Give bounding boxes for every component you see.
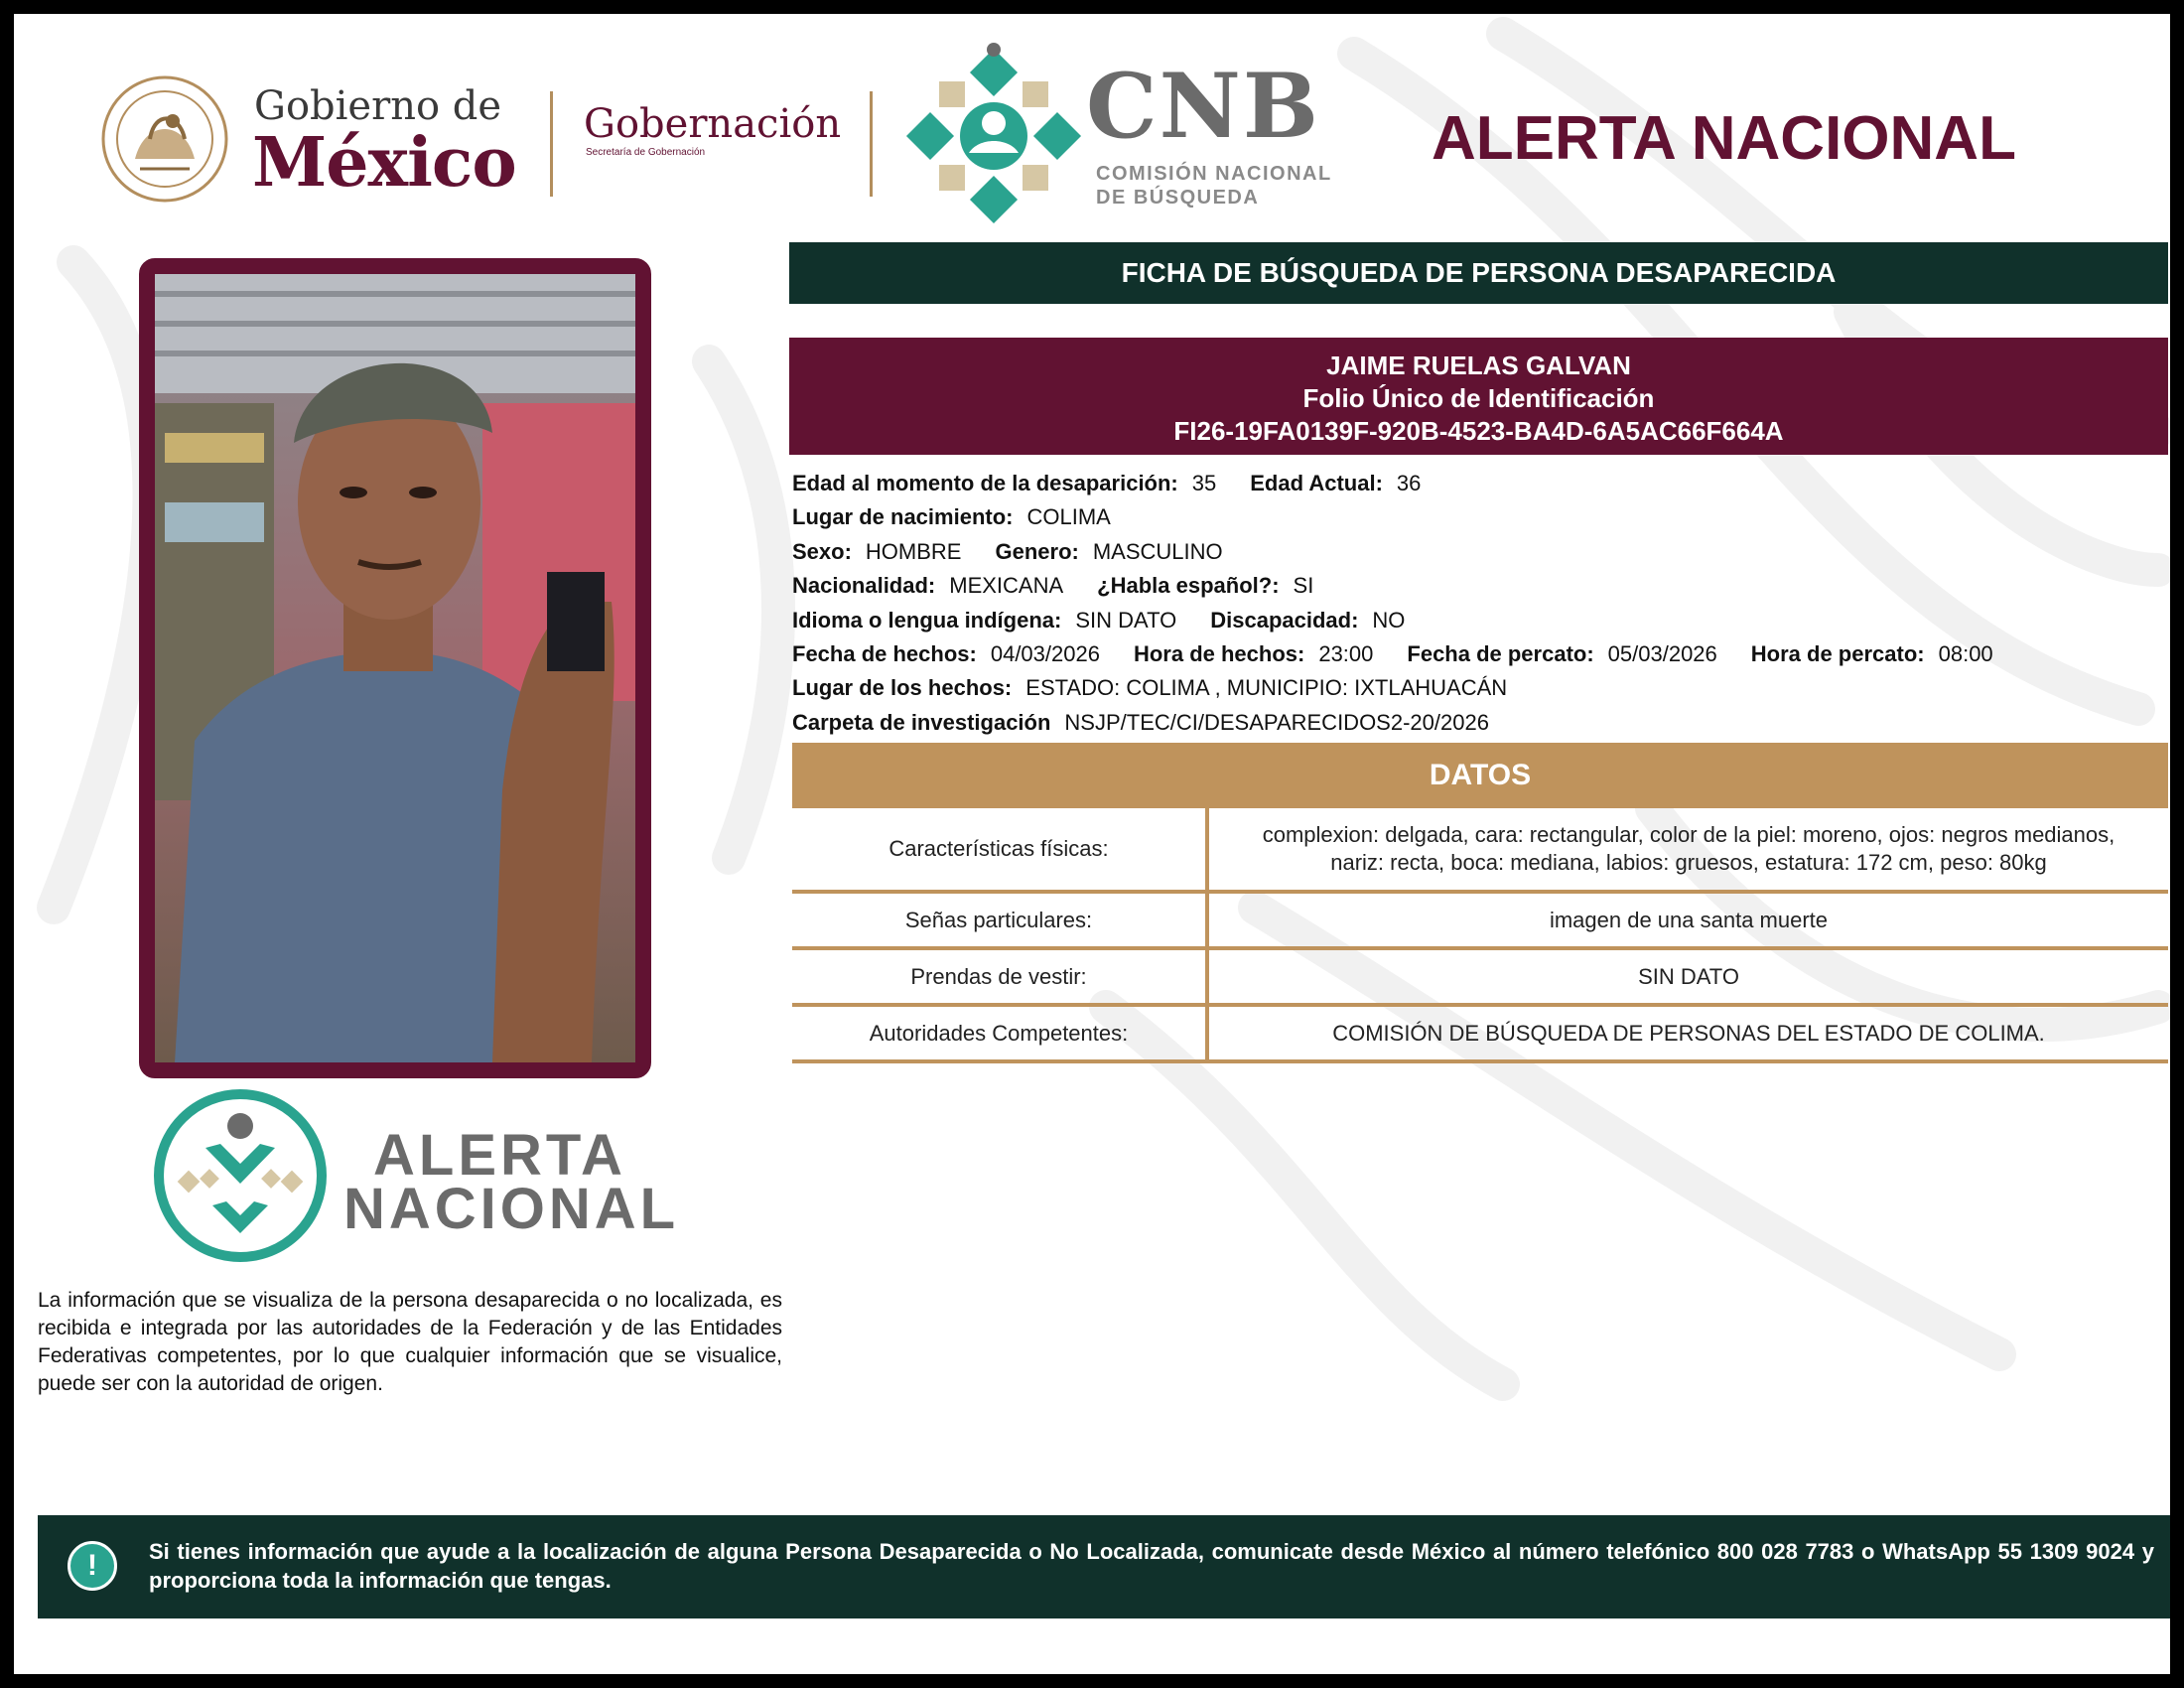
fecha-percato-label: Fecha de percato: — [1407, 640, 1594, 666]
person-header — [789, 338, 2168, 455]
detail-row-edad — [792, 467, 2168, 500]
datos-value-line: nariz: recta, boca: mediana, labios: gruesos, estatura: 172 cm, peso: 80kg — [1330, 850, 2047, 875]
detail-row-nacionalidad — [792, 569, 2168, 603]
table-row — [792, 1005, 2168, 1061]
discapacidad-label: Discapacidad: — [1210, 607, 1359, 633]
alerta-nacional-logo-icon — [151, 1086, 330, 1265]
datos-table — [792, 808, 2168, 1063]
datos-value: COMISIÓN DE BÚSQUEDA DE PERSONAS DEL ESTADO DE COLIMA. — [1207, 1005, 2168, 1061]
espanol-label: ¿Habla español?: — [1097, 573, 1280, 599]
datos-value: SIN DATO — [1207, 948, 2168, 1005]
table-row — [792, 808, 2168, 892]
table-row — [792, 892, 2168, 948]
page-title: ALERTA NACIONAL — [1432, 104, 2016, 173]
datos-value: imagen de una santa muerte — [1207, 892, 2168, 948]
folio-label: Folio Único de Identificación — [1302, 383, 1655, 413]
header-divider — [870, 91, 873, 197]
contact-text: Si tienes información que ayude a la localización de alguna Persona Desaparecida o No Localizada, comunicate desde México al número telefónico 800 028 7783 o WhatsApp 55 1309 9024 y proporciona toda la información que tengas. — [149, 1539, 2154, 1593]
idioma-value: SIN DATO — [1075, 607, 1177, 633]
nacimiento-value: COLIMA — [1026, 504, 1111, 530]
lugar-hechos-label: Lugar de los hechos: — [792, 675, 1013, 701]
datos-label: Prendas de vestir: — [792, 948, 1207, 1005]
alerta-logo-line2: NACIONAL — [343, 1177, 680, 1241]
datos-value — [1207, 808, 2168, 892]
nacionalidad-value: MEXICANA — [949, 573, 1064, 599]
carpeta-label: Carpeta de investigación — [792, 709, 1051, 735]
fecha-hechos-label: Fecha de hechos: — [792, 640, 977, 666]
hora-hechos-value: 23:00 — [1318, 640, 1374, 666]
cnb-subtitle-1: COMISIÓN NACIONAL — [1096, 163, 1332, 185]
discapacidad-value: NO — [1372, 607, 1406, 633]
fecha-percato-value: 05/03/2026 — [1607, 640, 1717, 666]
person-details — [792, 467, 2168, 740]
espanol-value: SI — [1293, 573, 1314, 599]
cnb-logo-icon — [899, 42, 1088, 230]
datos-label: Señas particulares: — [792, 892, 1207, 948]
sexo-label: Sexo: — [792, 538, 852, 564]
fecha-hechos-value: 04/03/2026 — [990, 640, 1100, 666]
genero-value: MASCULINO — [1092, 538, 1223, 564]
edad-actual-label: Edad Actual: — [1250, 471, 1383, 495]
nacimiento-label: Lugar de nacimiento: — [792, 504, 1014, 530]
datos-label: Características físicas: — [792, 808, 1207, 892]
person-name: JAIME RUELAS GALVAN — [1326, 351, 1631, 380]
datos-value-line: complexion: delgada, cara: rectangular, color de la piel: moreno, ojos: negros medianos, — [1262, 822, 2116, 847]
cnb-title: CNB — [1086, 54, 1320, 159]
hora-hechos-label: Hora de hechos: — [1133, 640, 1305, 666]
gobernacion-logo: Gobernación — [584, 101, 842, 147]
exclamation-icon: ! — [68, 1541, 117, 1591]
contact-banner — [38, 1515, 2174, 1618]
datos-title: DATOS — [792, 743, 2168, 808]
detail-row-idioma — [792, 604, 2168, 637]
disclaimer-text: La información que se visualiza de la persona desaparecida o no localizada, es recibida e integrada por las autoridades de la Federación y de las Entidades Federativas competentes, por lo que cualquier información que se visualice, puede ser con la autoridad de origen. — [38, 1289, 782, 1395]
cnb-subtitle-2: DE BÚSQUEDA — [1096, 187, 1260, 209]
edad-desaparicion-value: 35 — [1191, 471, 1217, 495]
lugar-hechos-value: ESTADO: COLIMA , MUNICIPIO: IXTLAHUACÁN — [1025, 675, 1508, 701]
carpeta-value: NSJP/TEC/CI/DESAPARECIDOS2-20/2026 — [1064, 709, 1489, 735]
edad-desaparicion-label: Edad al momento de la desaparición: — [792, 471, 1178, 495]
sexo-value: HOMBRE — [865, 538, 962, 564]
gobernacion-subtitle: Secretaría de Gobernación — [586, 147, 706, 158]
detail-row-sexo — [792, 535, 2168, 569]
idioma-label: Idioma o lengua indígena: — [792, 607, 1062, 633]
table-row — [792, 948, 2168, 1005]
datos-label: Autoridades Competentes: — [792, 1005, 1207, 1061]
folio-value: FI26-19FA0139F-920B-4523-BA4D-6A5AC66F664A — [1173, 416, 1784, 446]
detail-row-lugar — [792, 671, 2168, 705]
alerta-logo-line1: ALERTA — [373, 1123, 626, 1188]
gobierno-logo — [95, 62, 572, 211]
nacionalidad-label: Nacionalidad: — [792, 573, 936, 599]
genero-label: Genero: — [995, 538, 1079, 564]
detail-row-carpeta — [792, 706, 2168, 740]
header-divider — [550, 91, 553, 197]
detail-row-nacimiento — [792, 500, 2168, 534]
person-photo-image — [155, 274, 635, 1062]
ficha-title: FICHA DE BÚSQUEDA DE PERSONA DESAPARECIDA — [789, 242, 2168, 304]
hora-percato-label: Hora de percato: — [1750, 640, 1925, 666]
person-photo — [139, 258, 651, 1078]
gobierno-line2: México — [252, 123, 516, 203]
gobierno-line1: Gobierno de — [254, 83, 502, 129]
national-seal-icon — [95, 70, 234, 209]
edad-actual-value: 36 — [1396, 471, 1422, 495]
hora-percato-value: 08:00 — [1938, 640, 1993, 666]
detail-row-fechas — [792, 637, 2168, 671]
